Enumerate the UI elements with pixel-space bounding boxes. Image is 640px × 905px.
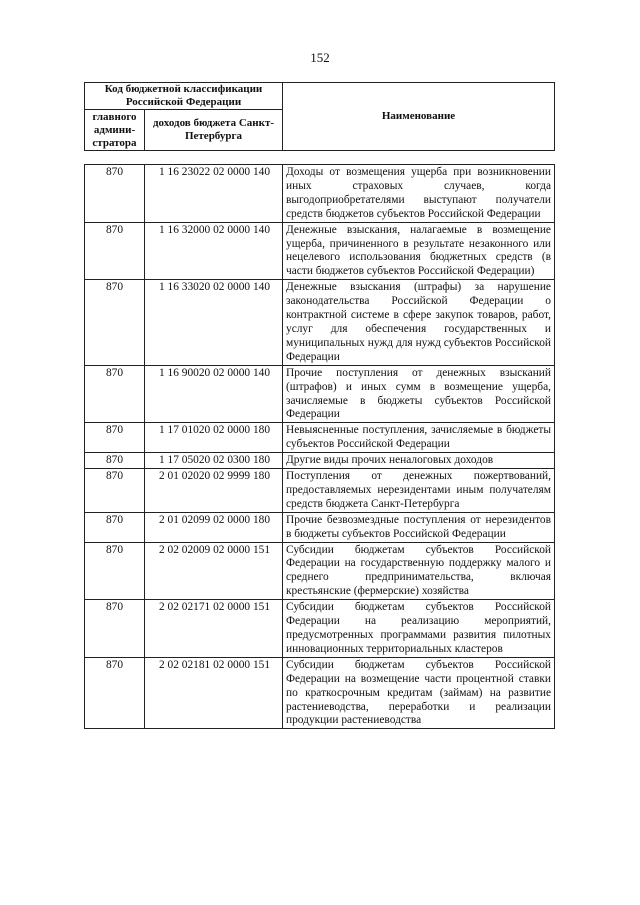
cell-income-code: 2 02 02009 02 0000 151 bbox=[145, 542, 283, 600]
cell-admin-code: 870 bbox=[85, 165, 145, 223]
cell-admin-code: 870 bbox=[85, 222, 145, 280]
cell-name: Другие виды прочих неналоговых доходов bbox=[283, 453, 555, 469]
cell-name: Доходы от возмещения ущерба при возникновении иных страховых случаев, когда выгодоприобретателями выступают получатели средств бюджетов субъектов Российской Федерации bbox=[283, 165, 555, 223]
cell-income-code: 2 02 02171 02 0000 151 bbox=[145, 600, 283, 658]
table-row bbox=[85, 165, 555, 223]
table-row bbox=[85, 657, 555, 729]
cell-income-code: 1 17 01020 02 0000 180 bbox=[145, 423, 283, 453]
cell-name: Субсидии бюджетам субъектов Российской Федерации на возмещение части процентной ставки по краткосрочным кредитам (займам) на развитие растениеводства, переработки и реализации продукции растениеводства bbox=[283, 657, 555, 729]
table-row bbox=[85, 469, 555, 513]
cell-admin-code: 870 bbox=[85, 423, 145, 453]
cell-name: Невыясненные поступления, зачисляемые в бюджеты субъектов Российской Федерации bbox=[283, 423, 555, 453]
header-col-name: Наименование bbox=[283, 83, 555, 151]
table-row bbox=[85, 542, 555, 600]
table-row bbox=[85, 512, 555, 542]
cell-income-code: 1 16 33020 02 0000 140 bbox=[145, 280, 283, 365]
cell-name: Поступления от денежных пожертвований, предоставляемых нерезидентами иным получателям средств бюджета Санкт-Петербурга bbox=[283, 469, 555, 513]
cell-name: Субсидии бюджетам субъектов Российской Федерации на реализацию мероприятий, предусмотренных программами развития пилотных инновационных территориальных кластеров bbox=[283, 600, 555, 658]
cell-income-code: 1 17 05020 02 0300 180 bbox=[145, 453, 283, 469]
table-row bbox=[85, 222, 555, 280]
cell-name: Денежные взыскания (штрафы) за нарушение законодательства Российской Федерации о контрактной системе в сфере закупок товаров, работ, услуг для обеспечения государственных и муниципальных нужд для нужд субъектов Российской Федерации bbox=[283, 280, 555, 365]
cell-income-code: 1 16 90020 02 0000 140 bbox=[145, 365, 283, 423]
cell-name: Денежные взыскания, налагаемые в возмещение ущерба, причиненного в результате незаконного или нецелевого использования бюджетных средств (в части бюджетов субъектов Российской Федерации) bbox=[283, 222, 555, 280]
cell-admin-code: 870 bbox=[85, 280, 145, 365]
table-row bbox=[85, 453, 555, 469]
cell-admin-code: 870 bbox=[85, 469, 145, 513]
cell-admin-code: 870 bbox=[85, 657, 145, 729]
header-group-label: Код бюджетной классификации Российской Федерации bbox=[85, 83, 283, 110]
cell-admin-code: 870 bbox=[85, 365, 145, 423]
header-col-income: доходов бюджета Санкт-Петербурга bbox=[145, 110, 283, 151]
header-col-admin: главного админи-стратора bbox=[85, 110, 145, 151]
cell-income-code: 2 01 02020 02 9999 180 bbox=[145, 469, 283, 513]
cell-name: Прочие безвозмездные поступления от нерезидентов в бюджеты субъектов Российской Федерации bbox=[283, 512, 555, 542]
cell-income-code: 2 01 02099 02 0000 180 bbox=[145, 512, 283, 542]
cell-admin-code: 870 bbox=[85, 453, 145, 469]
cell-income-code: 2 02 02181 02 0000 151 bbox=[145, 657, 283, 729]
classification-table bbox=[84, 164, 555, 729]
cell-admin-code: 870 bbox=[85, 600, 145, 658]
page-number: 152 bbox=[310, 50, 330, 65]
cell-name: Прочие поступления от денежных взысканий (штрафов) и иных сумм в возмещение ущерба, зачисляемые в бюджеты субъектов Российской Федерации bbox=[283, 365, 555, 423]
cell-admin-code: 870 bbox=[85, 512, 145, 542]
table-header bbox=[84, 82, 555, 151]
table-row bbox=[85, 280, 555, 365]
table-row bbox=[85, 600, 555, 658]
cell-income-code: 1 16 23022 02 0000 140 bbox=[145, 165, 283, 223]
cell-income-code: 1 16 32000 02 0000 140 bbox=[145, 222, 283, 280]
table-row bbox=[85, 365, 555, 423]
table-row bbox=[85, 423, 555, 453]
cell-admin-code: 870 bbox=[85, 542, 145, 600]
cell-name: Субсидии бюджетам субъектов Российской Федерации на государственную поддержку малого и среднего предпринимательства, включая крестьянские (фермерские) хозяйства bbox=[283, 542, 555, 600]
